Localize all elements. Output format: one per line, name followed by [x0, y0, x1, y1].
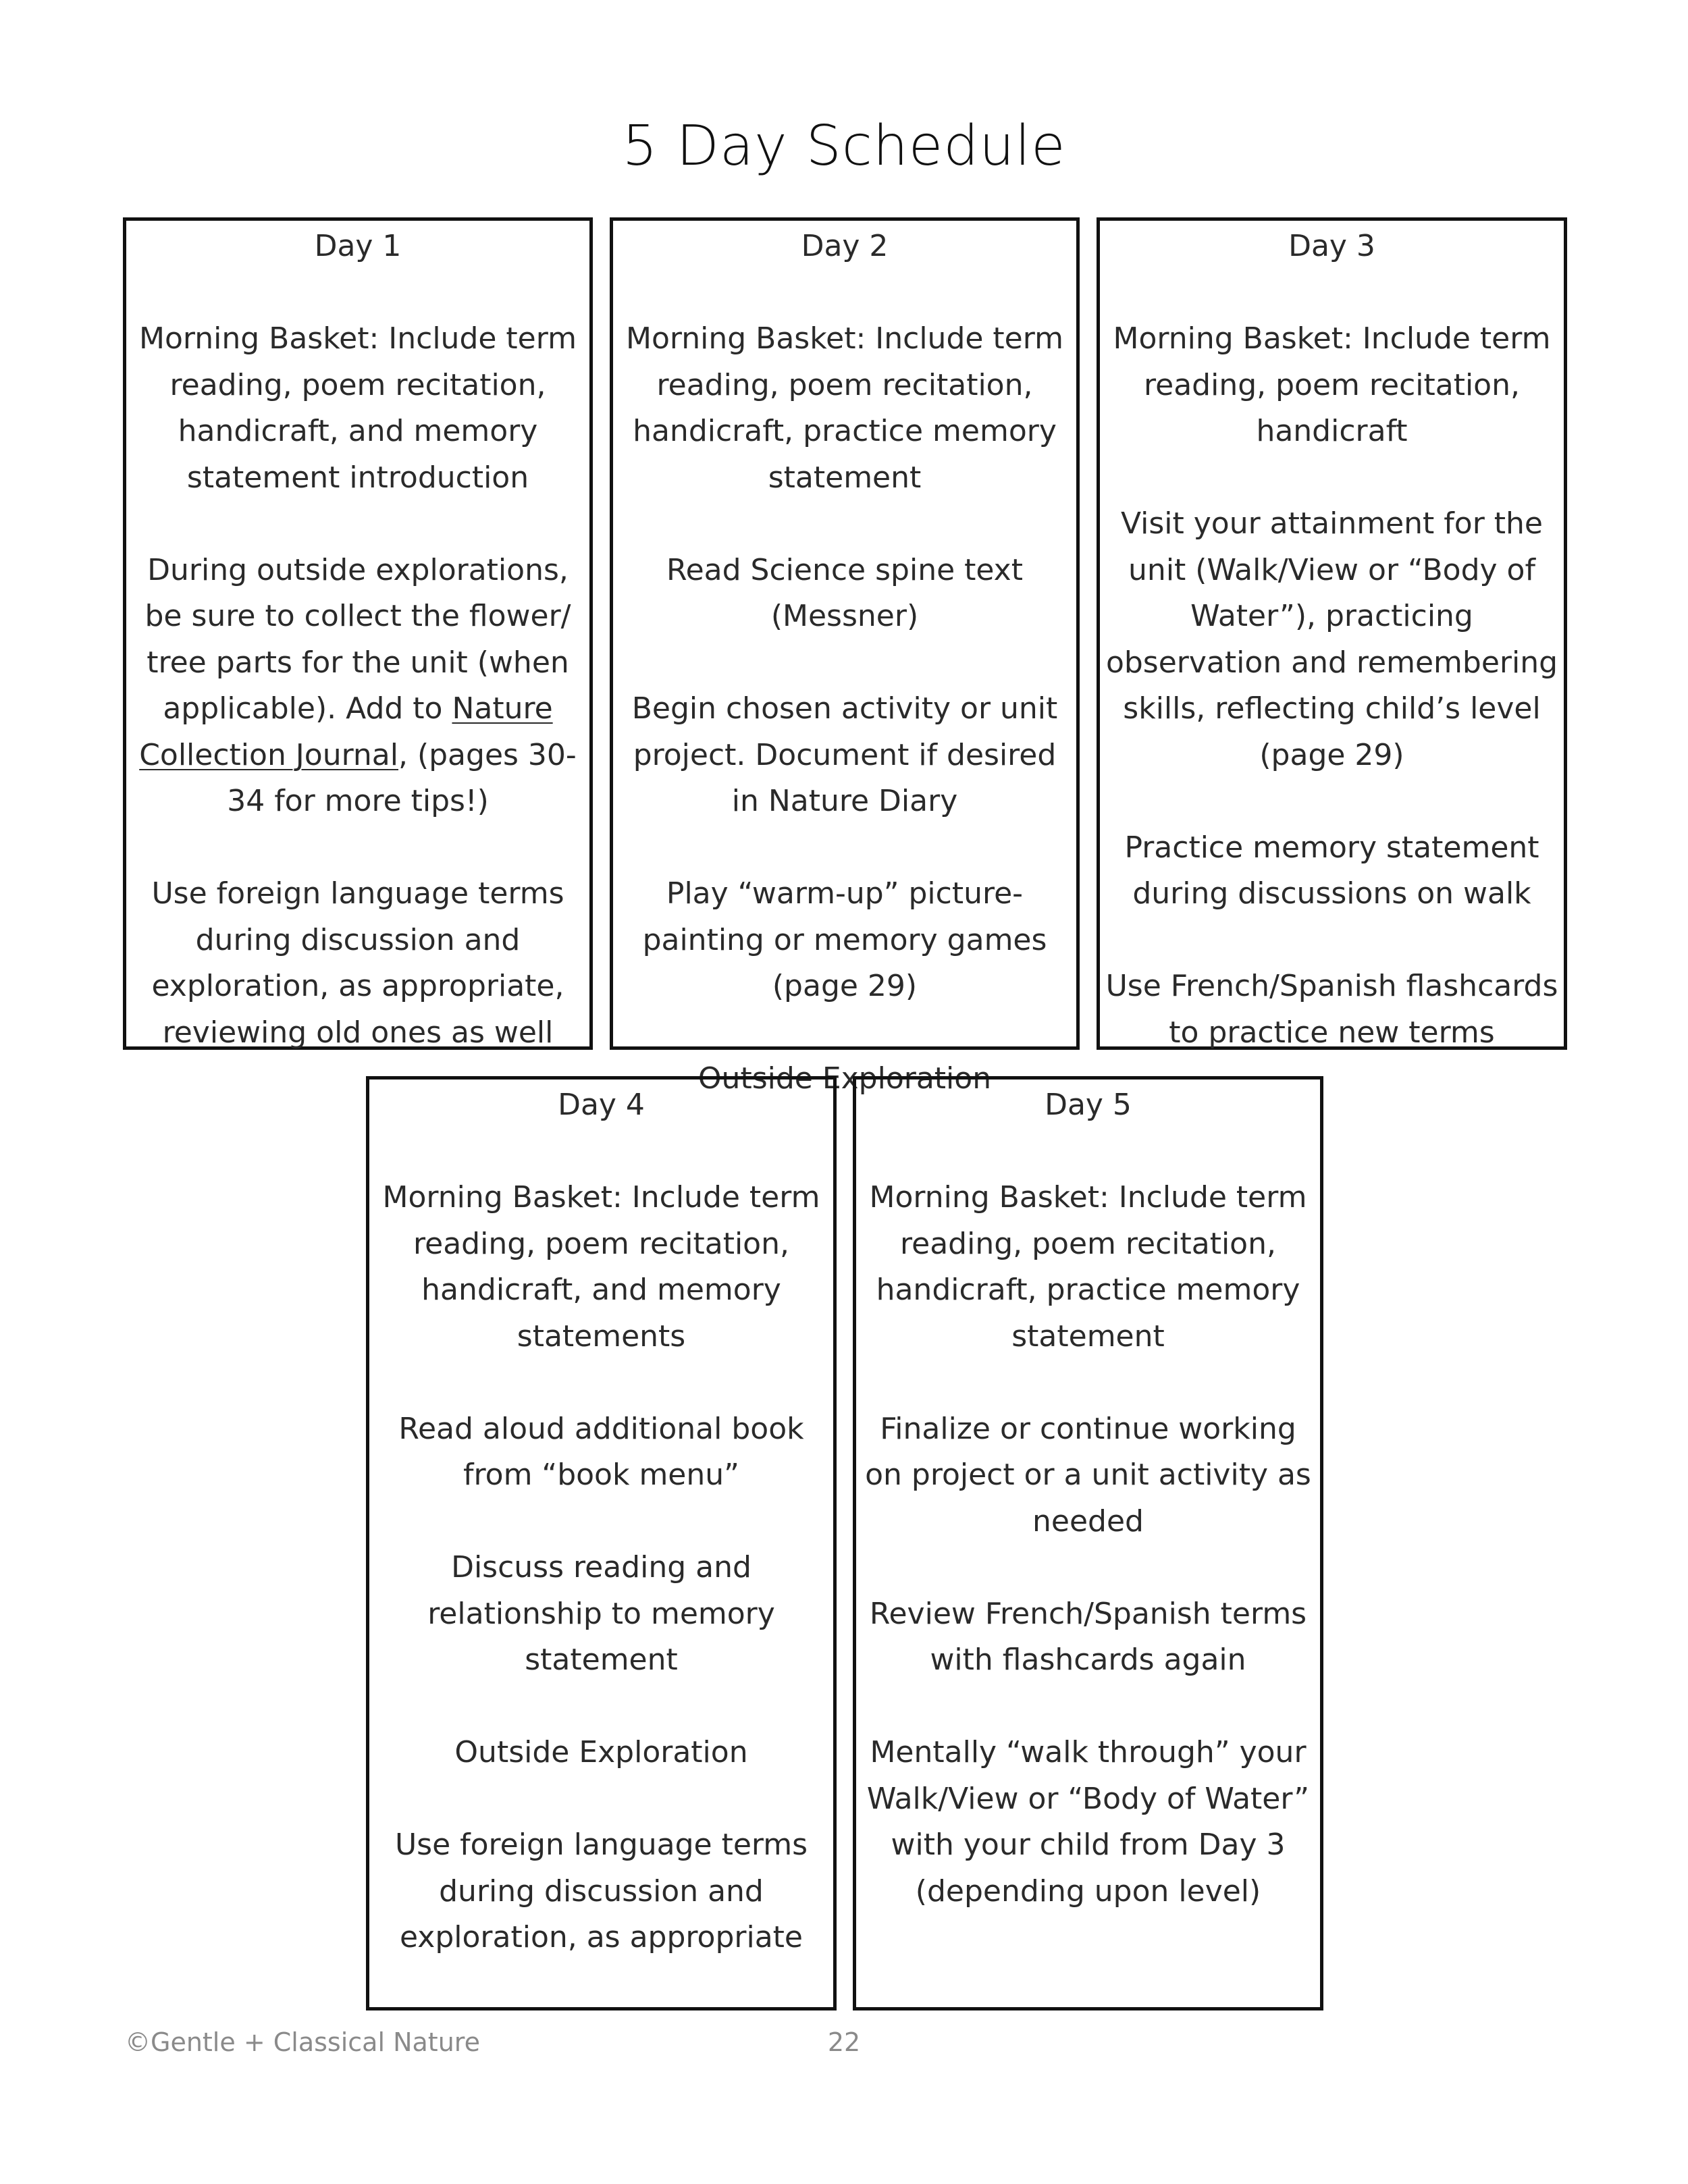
day-2-item-4: Play “warm-up” picture-painting or memory games (page 29) [642, 876, 1047, 1003]
day-2-heading: Day 2 [801, 229, 889, 263]
day-3-heading: Day 3 [1288, 229, 1375, 263]
day-3-item-3: Practice memory statement during discussions on walk [1124, 830, 1539, 911]
day-2-box [610, 217, 1080, 1096]
page-number: 22 [827, 2027, 861, 2057]
day-1-item-2-text-after: , (pages 30-34 for more tips!) [227, 737, 577, 818]
day-5-item-2: Finalize or continue working on project or a unit activity as needed [865, 1411, 1311, 1539]
day-3-item-1: Morning Basket: Include term reading, poem recitation, handicraft [1113, 321, 1551, 448]
day-4-item-1: Morning Basket: Include term reading, poem recitation, handicraft, and memory statements [382, 1180, 820, 1354]
day-5-heading: Day 5 [1045, 1088, 1132, 1122]
day-4-item-3: Discuss reading and relationship to memory statement [427, 1550, 775, 1677]
day-3-box [1097, 217, 1567, 1050]
day-2-item-3: Begin chosen activity or unit project. Document if desired in Nature Diary [631, 691, 1058, 818]
nature-collection-journal-link[interactable]: Nature Collection Journal [139, 691, 553, 772]
day-1-item-2-text-before: During outside explorations, be sure to collect the flower/ tree parts for the unit (when applicable). Add to [144, 552, 571, 726]
day-5-box [853, 1076, 1323, 2010]
day-4-heading: Day 4 [558, 1088, 645, 1122]
day-1-item-1: Morning Basket: Include term reading, poem recitation, handicraft, and memory statement introduction [139, 321, 577, 495]
day-5-item-4: Mentally “walk through” your Walk/View or “Body of Water” with your child from Day 3 (depending upon level) [866, 1735, 1310, 1909]
day-4-box [366, 1076, 837, 2010]
day-1-heading: Day 1 [314, 229, 402, 263]
day-2-item-2: Read Science spine text (Messner) [666, 552, 1023, 633]
day-5-item-3: Review French/Spanish terms with flashcards again [869, 1596, 1307, 1677]
day-5-item-1: Morning Basket: Include term reading, poem recitation, handicraft, practice memory statement [869, 1180, 1307, 1354]
day-2-item-1: Morning Basket: Include term reading, poem recitation, handicraft, practice memory statement [626, 321, 1063, 495]
copyright-footer: ©Gentle + Classical Nature [125, 2027, 480, 2057]
day-4-item-2: Read aloud additional book from “book menu” [398, 1411, 804, 1492]
page-title: 5 Day Schedule [622, 114, 1066, 178]
day-1-box [123, 217, 593, 1050]
day-2-item-5: Outside Exploration [697, 1061, 992, 1096]
day-3-item-4: Use French/Spanish flashcards to practice new terms [1105, 969, 1558, 1050]
day-1-item-3: Use foreign language terms during discussion and exploration, as appropriate, reviewing old ones as well [151, 876, 564, 1050]
day-1-item-2 [126, 548, 589, 825]
day-4-item-4: Outside Exploration [454, 1735, 748, 1769]
day-4-item-5: Use foreign language terms during discussion and exploration, as appropriate [394, 1828, 808, 1954]
day-3-item-2: Visit your attainment for the unit (Walk/View or “Body of Water”), practicing observation and remembering skills, reflecting child’s level (page 29) [1105, 506, 1558, 772]
